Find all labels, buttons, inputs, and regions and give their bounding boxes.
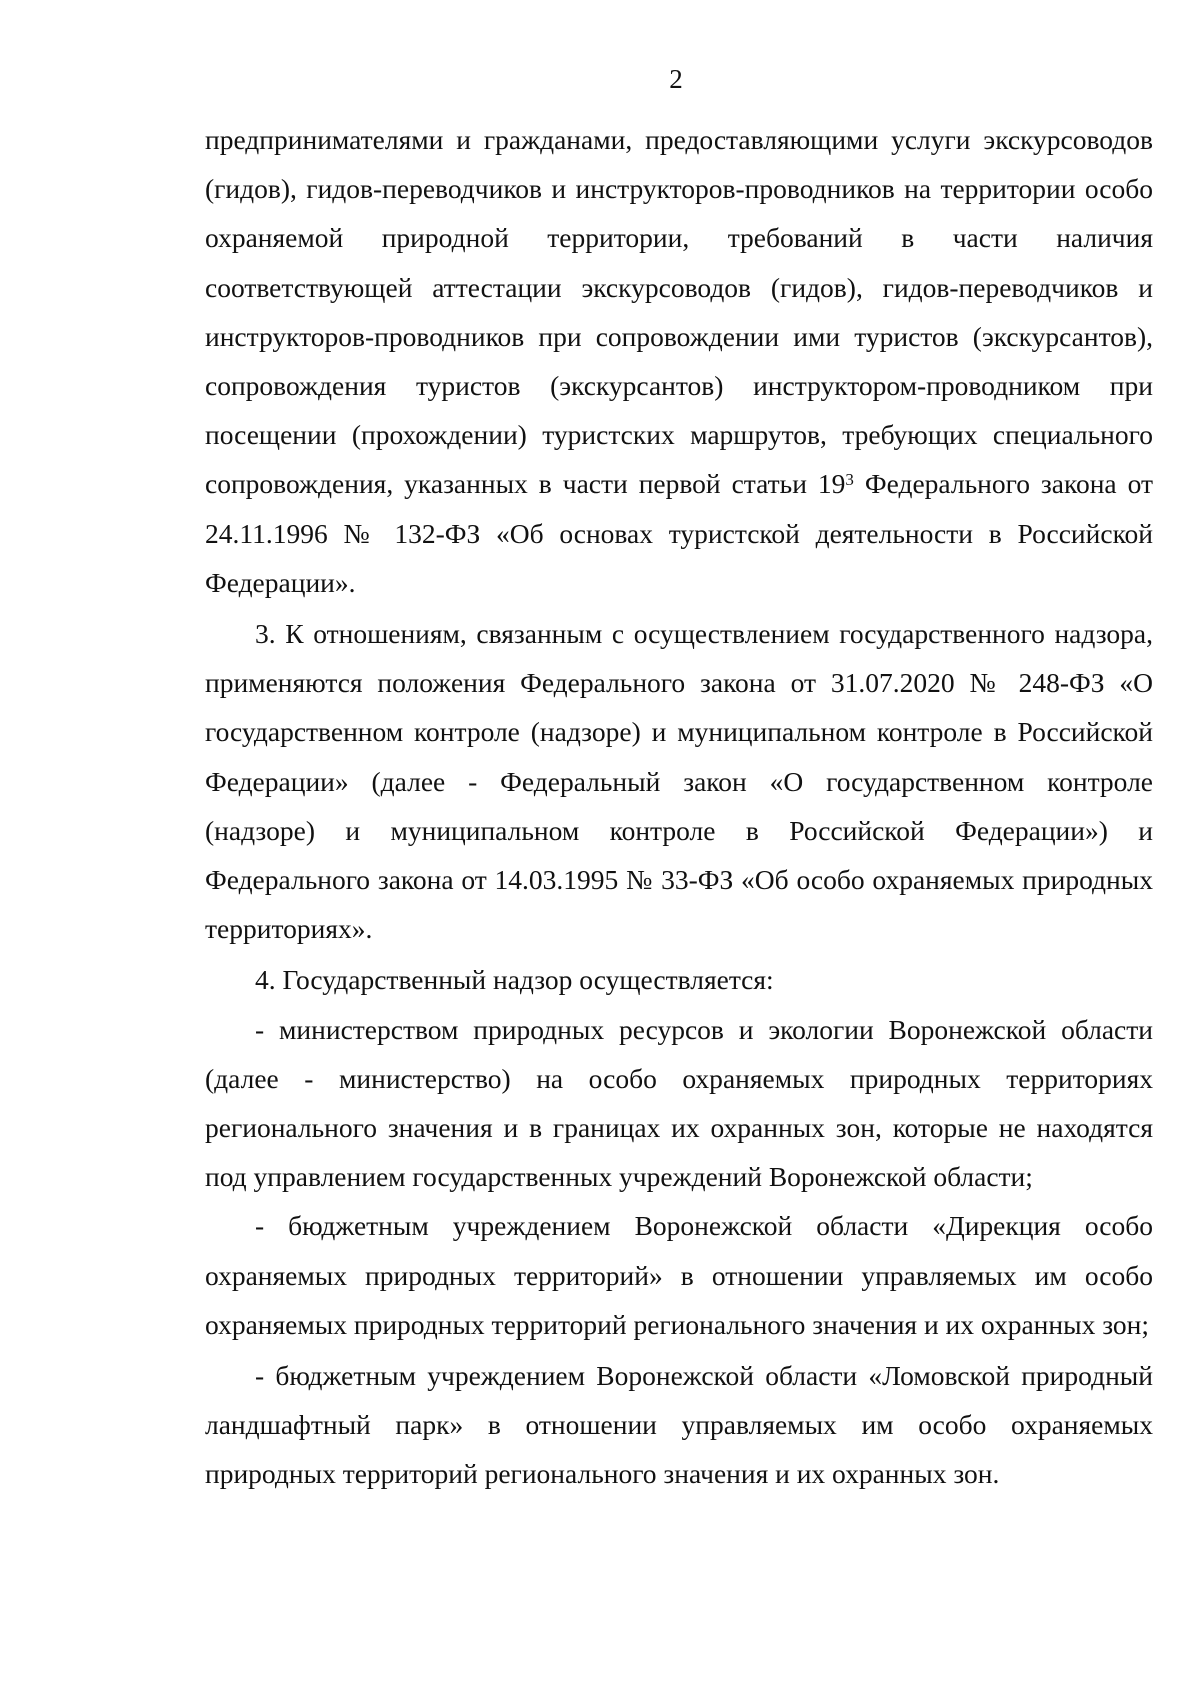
list-item-directorate: - бюджетным учреждением Воронежской области «Дирекция особо охраняемых природных территорий» в отношении управляемых им особо охраняемых природных территорий регионального значения и их охранных зон; xyxy=(205,1210,1153,1340)
list-item-ministry: - министерством природных ресурсов и экологии Воронежской области (далее - министерство) на особо охраняемых природных территориях регионального значения и в границах их охранных зон, которые не находятся под управлением государственных учреждений Воронежской области; xyxy=(205,1013,1153,1193)
paragraph-continuation xyxy=(205,115,1153,607)
paragraph-text: Федерального закона от 24.11.1996 № 132-ФЗ «Об основах туристской деятельности в Российской Федерации». xyxy=(205,468,1154,598)
article-superscript: 3 xyxy=(845,470,854,490)
paragraph-item-4: 4. Государственный надзор осуществляется: xyxy=(255,964,774,996)
list-item-lomovskoy-park: - бюджетным учреждением Воронежской области «Ломовской природный ландшафтный парк» в отношении управляемых им особо охраняемых природных территорий регионального значения и их охранных зон. xyxy=(205,1360,1153,1490)
paragraph-item-3: 3. К отношениям, связанным с осуществлением государственного надзора, применяются положения Федерального закона от 31.07.2020 № 248-ФЗ «О государственном контроле (надзоре) и муниципальном контроле в Российской Федерации» (далее - Федеральный закон «О государственном контроле (надзоре) и муниципальном контроле в Российской Федерации») и Федерального закона от 14.03.1995 № 33-ФЗ «Об особо охраняемых природных территориях». xyxy=(205,618,1153,945)
document-body xyxy=(205,115,1153,1499)
paragraph-text: предпринимателями и гражданами, предоставляющими услуги экскурсоводов (гидов), гидов-переводчиков и инструкторов-проводников на территории особо охраняемой природной территории, требований в части наличия соответствующей аттестации экскурсоводов (гидов), гидов-переводчиков и инструкторов-проводников при сопровождении ими туристов (экскурсантов), сопровождения туристов (экскурсантов) инструктором-проводником при посещении (прохождении) туристских маршрутов, требующих специального сопровождения, указанных в части первой статьи 19 xyxy=(205,124,1153,500)
page-number: 2 xyxy=(669,64,683,94)
